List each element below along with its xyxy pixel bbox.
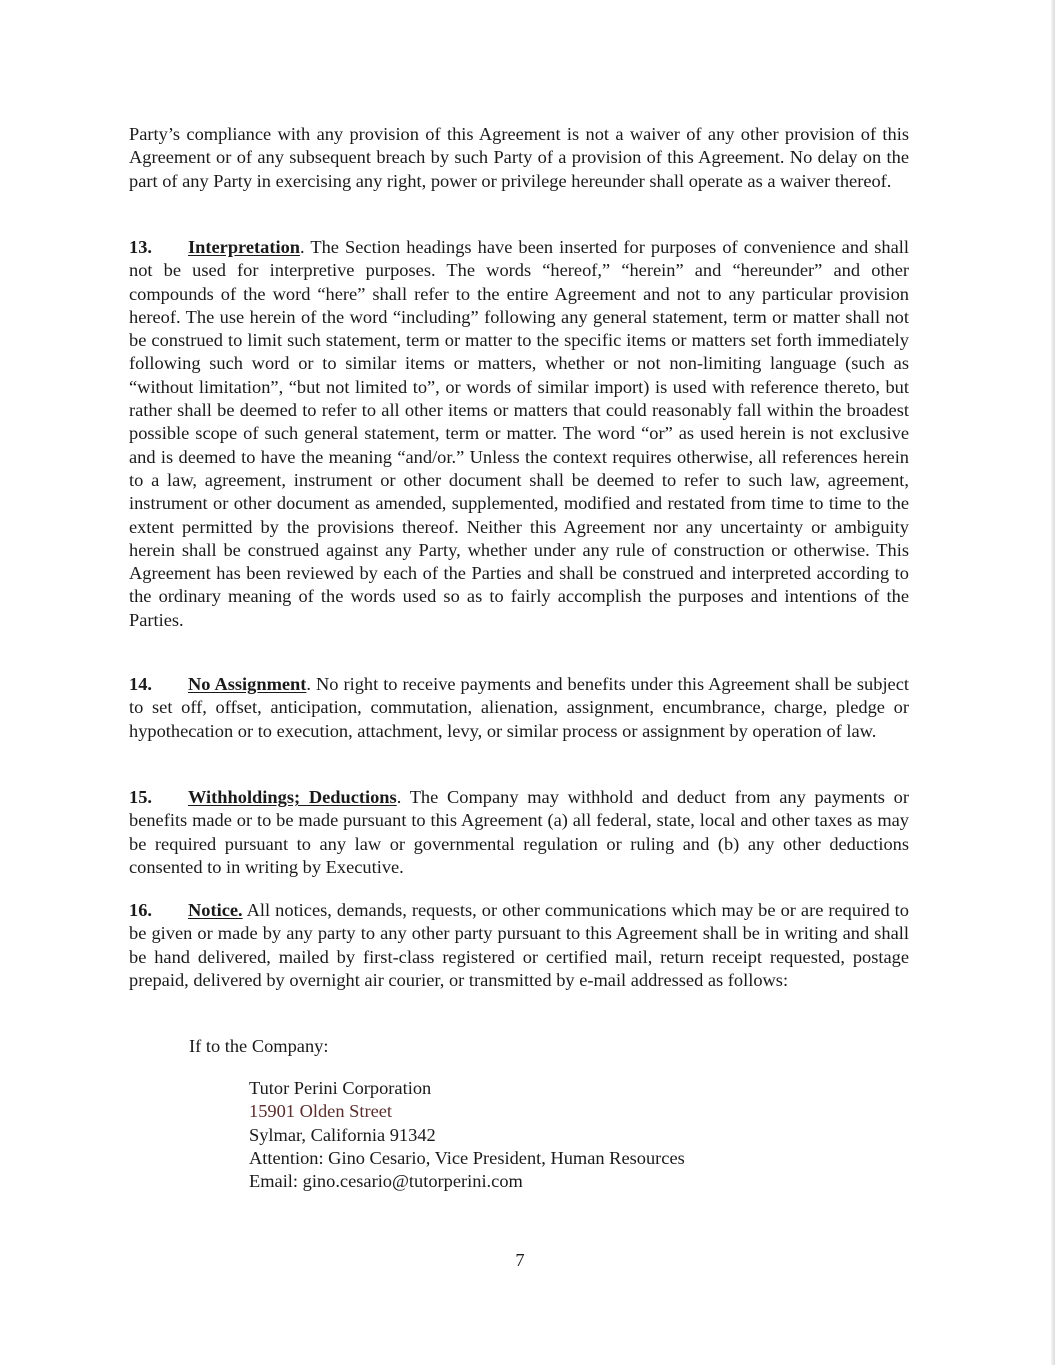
continued-paragraph (129, 123, 909, 193)
section-15-body: The Company may withhold and deduct from any payments or benefits made or to be made pursuant to this Agreement (a) all federal, state, local and other taxes as may be required pursuant to any law or governmental regulation or ruling and (b) any other deductions consented to in writing by Executive. (129, 787, 910, 877)
section-15-paragraph (129, 786, 909, 879)
section-14-paragraph (129, 673, 909, 743)
continued-paragraph-text: Party’s compliance with any provision of this Agreement is not a waiver of any other provision of this Agreement or of any subsequent breach by such Party of a provision of this Agreement. No delay on the part of any Party in exercising any right, power or privilege hereunder shall operate as a waiver thereof. (129, 124, 909, 191)
address-company-name: Tutor Perini Corporation (249, 1078, 432, 1098)
address-email: Email: gino.cesario@tutorperini.com (249, 1171, 523, 1192)
section-14-body: No right to receive payments and benefits under this Agreement shall be subject to set off, offset, anticipation, commutation, alienation, assignment, encumbrance, charge, pledge or hypothecation or to execution, attachment, levy, or similar process or assignment by operation of law. (129, 674, 909, 741)
section-13-body: The Section headings have been inserted for purposes of convenience and shall not be used for interpretive purposes. The words “hereof,” “herein” and “hereunder” and other compounds of the word “here” shall refer to the entire Agreement and not to any particular provision hereof. The use herein of the word “including” following any general statement, term or matter shall not be construed to limit such statement, term or matter to the specific items or matters set forth immediately following such word or to similar items or matters, whether or not non-limiting language (such as “without limitation”, “but not limited to”, or words of similar import) is used with reference thereto, but rather shall be deemed to refer to all other items or matters that could reasonably fall within the broadest possible scope of such general statement, term or matter. The word “or” as used herein is not exclusive and is deemed to have the meaning “and/or.” Unless the context requires otherwise, all references herein to a law, agreement, instrument or other document shall be deemed to refer to such law, agreement, instrument or other document as amended, supplemented, modified and restated from time to time to the extent permitted by the provisions thereof. Neither this Agreement nor any uncertainty or ambiguity herein shall be construed against any Party, whether under any rule of construction or otherwise. This Agreement has been reviewed by each of the Parties and shall be construed and interpreted according to the ordinary meaning of the words used so as to fairly accomplish the purposes and intentions of the Parties. (129, 237, 909, 630)
section-15-title-suffix: . (396, 787, 402, 807)
section-13-paragraph (129, 236, 909, 632)
section-13-title: Interpretation (188, 237, 301, 257)
section-15 (129, 786, 909, 879)
page-edge-shadow (1051, 0, 1055, 1365)
page-number: 7 (515, 1250, 525, 1270)
section-13-number: 13. (129, 237, 152, 257)
address-street: 15901 Olden Street (249, 1101, 393, 1122)
section-14-title: No Assignment (188, 674, 307, 694)
if-to-company-label: If to the Company: (189, 1036, 329, 1056)
section-16-body: All notices, demands, requests, or other communications which may be or are required to be given or made by any party to any other party pursuant to this Agreement shall be in writing and shall be hand delivered, mailed by first-class registered or certified mail, return receipt requested, postage prepaid, delivered by overnight air courier, or transmitted by e-mail addressed as follows: (129, 900, 909, 990)
section-15-number: 15. (129, 787, 152, 807)
section-14 (129, 673, 909, 743)
section-15-title: Withholdings; Deductions (188, 787, 397, 807)
address-attention: Attention: Gino Cesario, Vice President, Human Resources (249, 1147, 685, 1168)
section-14-title-suffix: . (306, 674, 312, 694)
section-16 (129, 899, 909, 992)
company-address-block (249, 1077, 685, 1193)
section-13-title-suffix: . (300, 237, 305, 257)
section-14-number: 14. (129, 674, 152, 694)
section-13 (129, 236, 909, 632)
section-16-number: 16. (129, 900, 152, 920)
section-16-paragraph (129, 899, 909, 992)
section-16-title: Notice. (188, 900, 243, 920)
address-city-state-zip: Sylmar, California 91342 (249, 1124, 436, 1145)
